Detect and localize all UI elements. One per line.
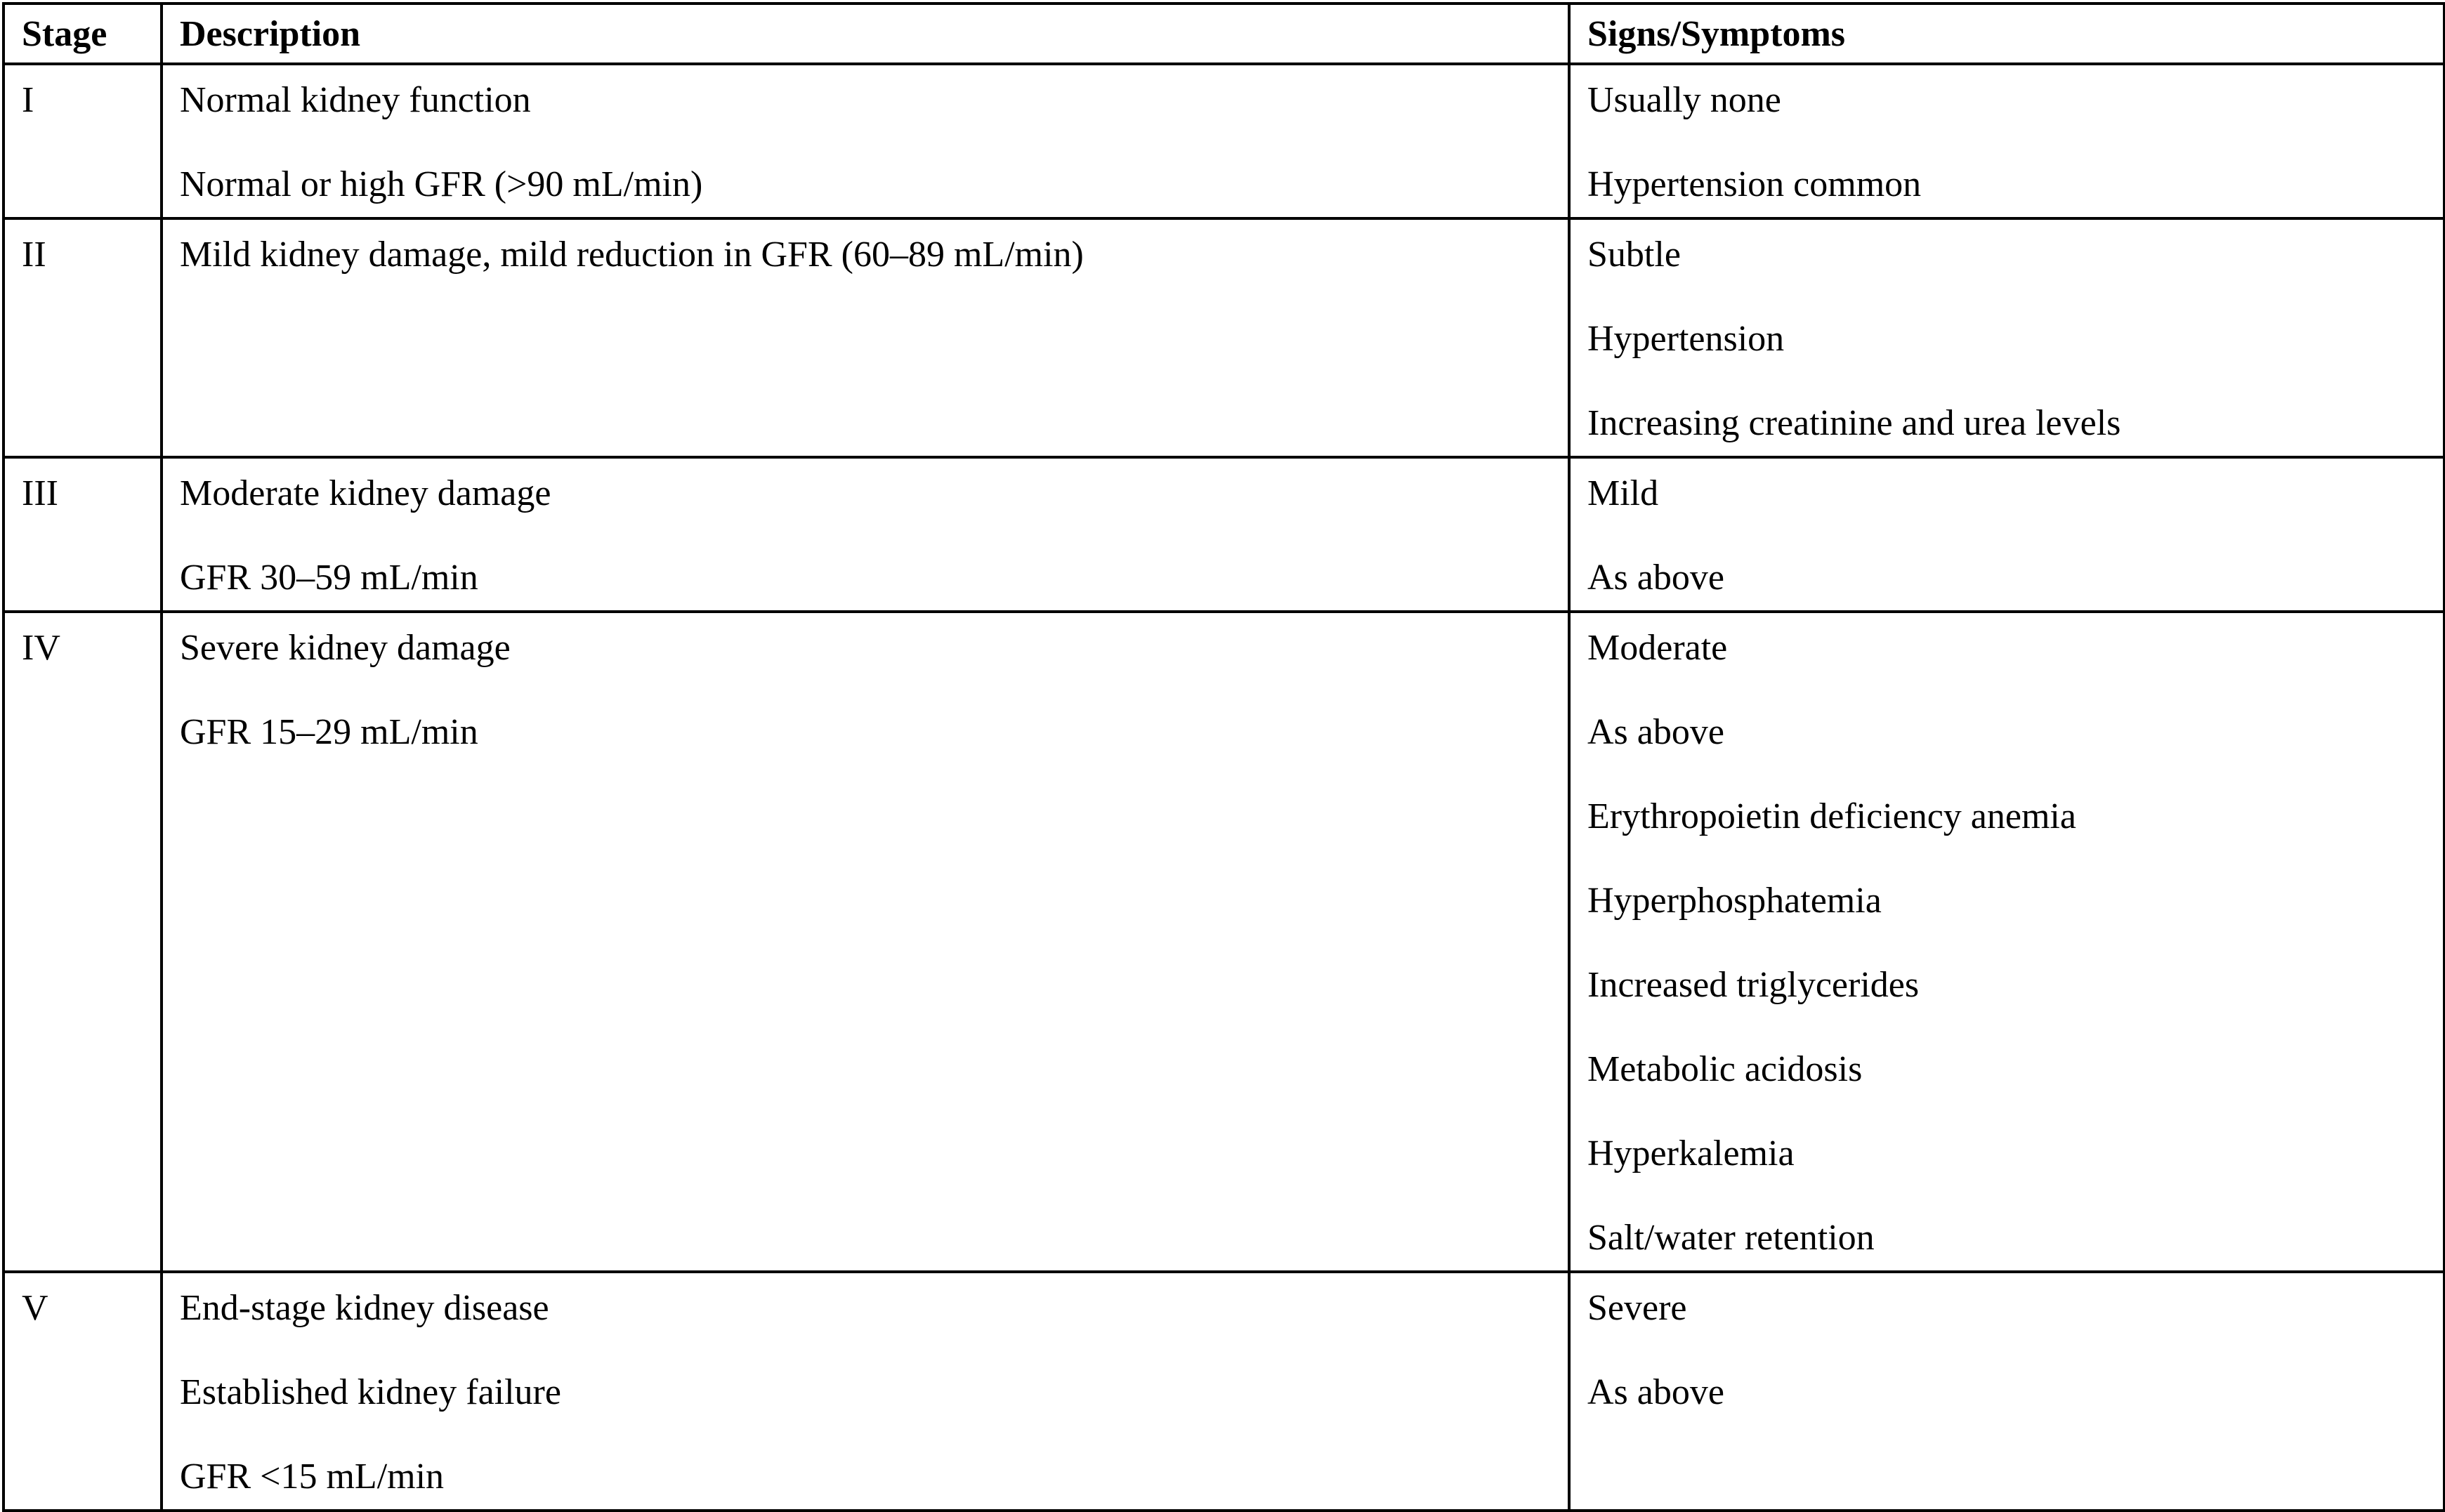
description-line: End-stage kidney disease — [180, 1288, 549, 1328]
sign-line: Increased triglycerides — [1587, 965, 1920, 1005]
stage-label: I — [22, 80, 34, 120]
sign-line: Metabolic acidosis — [1587, 1049, 1863, 1089]
description-line: Moderate kidney damage — [180, 473, 551, 513]
stage-cell — [4, 612, 162, 1272]
sign-line: Increasing creatinine and urea levels — [1587, 403, 2121, 443]
sign-line: As above — [1587, 712, 1724, 752]
table-header-row — [4, 4, 2444, 64]
table-row-stage-1 — [4, 64, 2444, 218]
signs-cell — [1569, 1272, 2444, 1511]
sign-line: Usually none — [1587, 80, 1781, 120]
sign-line: Hypertension — [1587, 319, 1785, 359]
header-signs-symptoms: Signs/Symptoms — [1569, 4, 2444, 64]
table-row-stage-5 — [4, 1272, 2444, 1511]
description-line: GFR 30–59 mL/min — [180, 558, 478, 598]
stage-cell — [4, 1272, 162, 1511]
header-description: Description — [162, 4, 1569, 64]
sign-line: Salt/water retention — [1587, 1218, 1875, 1258]
description-line: Normal kidney function — [180, 80, 531, 120]
sign-line: Hyperphosphatemia — [1587, 881, 1882, 921]
stage-label: II — [22, 235, 46, 275]
description-cell — [162, 457, 1569, 612]
sign-line: Mild — [1587, 473, 1659, 513]
signs-cell — [1569, 218, 2444, 457]
ckd-stages-table — [2, 2, 2445, 1512]
ckd-stages-table-wrapper — [2, 2, 2443, 1509]
table-row-stage-4 — [4, 612, 2444, 1272]
signs-cell — [1569, 612, 2444, 1272]
description-line: Severe kidney damage — [180, 628, 511, 668]
stage-cell — [4, 218, 162, 457]
description-line: Established kidney failure — [180, 1372, 561, 1412]
table-row-stage-3 — [4, 457, 2444, 612]
header-stage: Stage — [4, 4, 162, 64]
sign-line: Erythropoietin deficiency anemia — [1587, 796, 2076, 836]
table-row-stage-2 — [4, 218, 2444, 457]
stage-cell — [4, 457, 162, 612]
sign-line: As above — [1587, 1372, 1724, 1412]
description-line: GFR 15–29 mL/min — [180, 712, 478, 752]
stage-cell — [4, 64, 162, 218]
sign-line: As above — [1587, 558, 1724, 598]
stage-label: IV — [22, 628, 60, 668]
signs-cell — [1569, 64, 2444, 218]
description-cell — [162, 64, 1569, 218]
description-line: GFR <15 mL/min — [180, 1457, 445, 1497]
description-cell — [162, 218, 1569, 457]
description-cell — [162, 612, 1569, 1272]
signs-cell — [1569, 457, 2444, 612]
description-line: Mild kidney damage, mild reduction in GFR (60–89 mL/min) — [180, 235, 1084, 275]
sign-line: Subtle — [1587, 235, 1681, 275]
sign-line: Severe — [1587, 1288, 1687, 1328]
stage-label: III — [22, 473, 58, 513]
sign-line: Hyperkalemia — [1587, 1133, 1795, 1174]
description-cell — [162, 1272, 1569, 1511]
sign-line: Hypertension common — [1587, 164, 1922, 204]
stage-label: V — [22, 1288, 48, 1328]
description-line: Normal or high GFR (>90 mL/min) — [180, 164, 703, 204]
sign-line: Moderate — [1587, 628, 1728, 668]
